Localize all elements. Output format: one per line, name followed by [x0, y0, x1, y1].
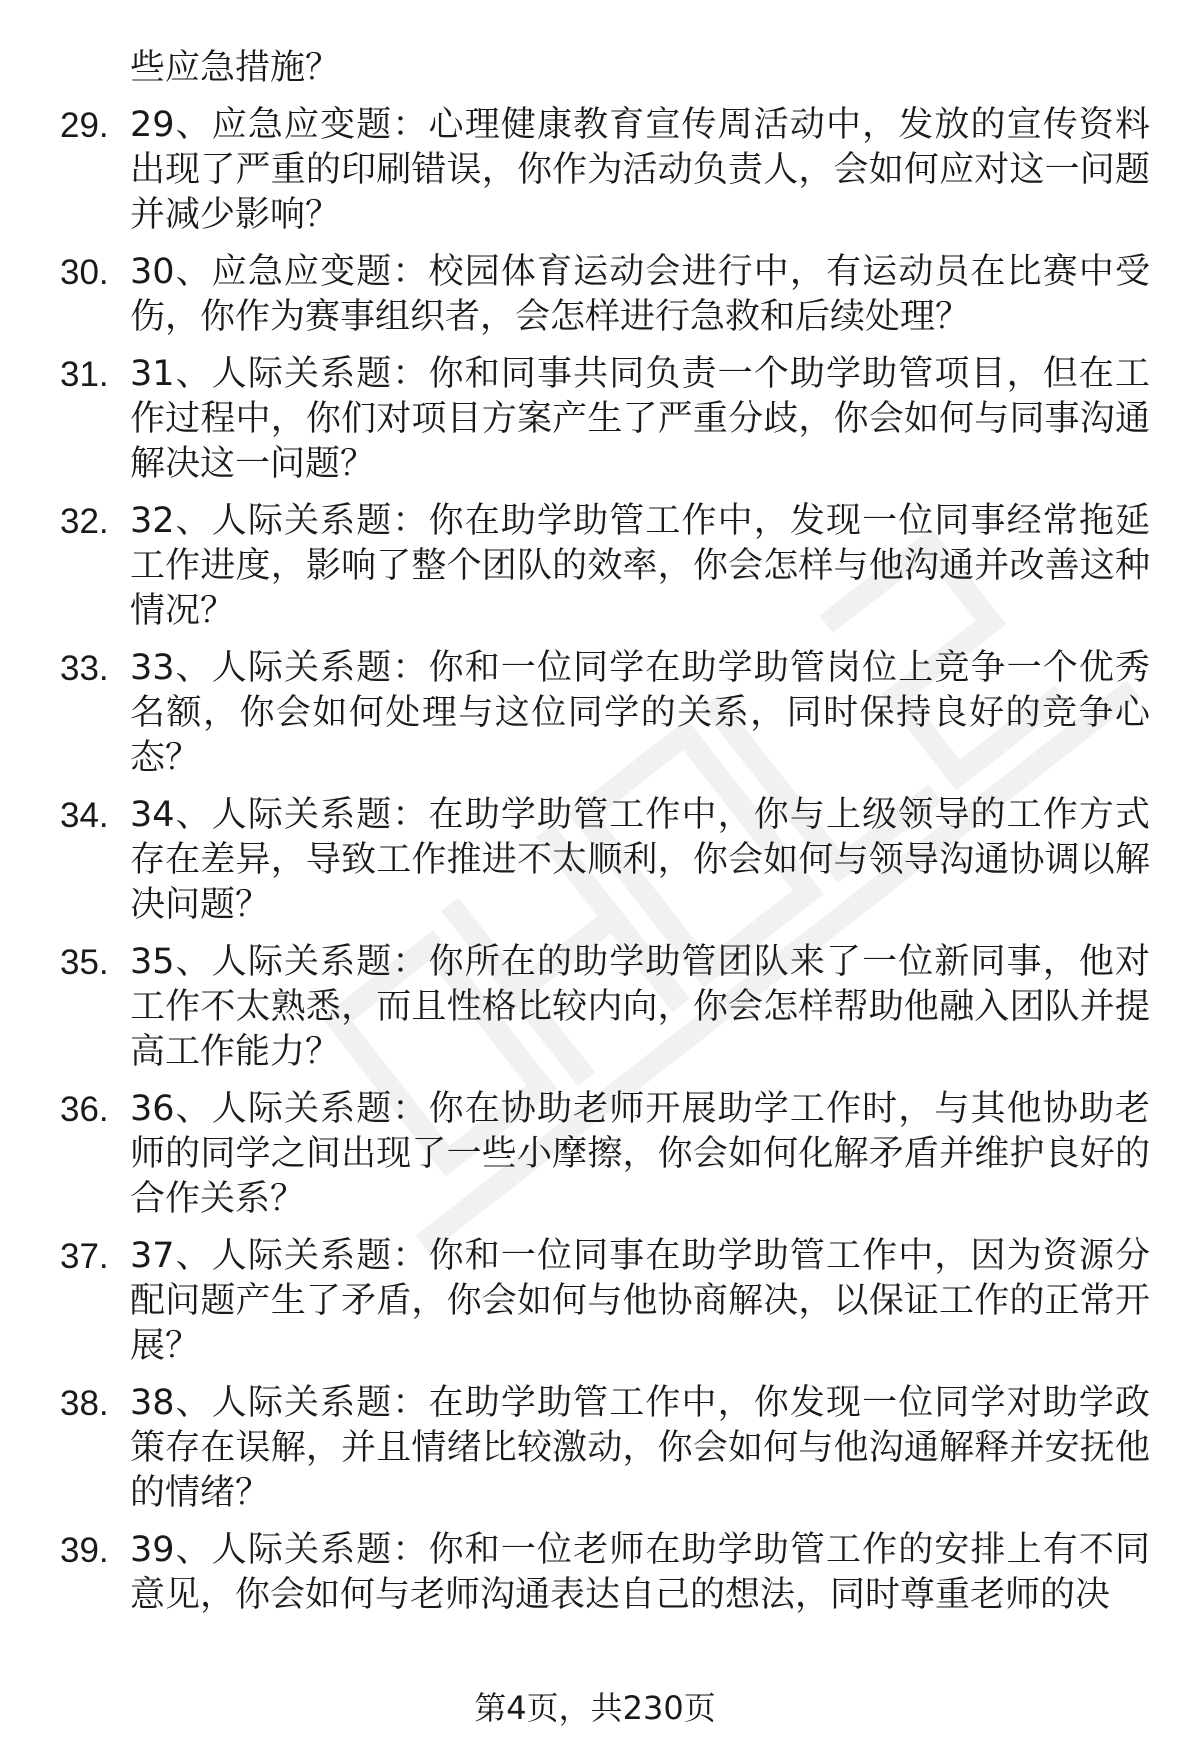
item-number: 32. — [60, 502, 109, 541]
item-number: 35. — [60, 943, 109, 982]
item-number: 34. — [60, 796, 109, 835]
item-text: 37、人际关系题：你和一位同事在助学助管工作中，因为资源分配问题产生了矛盾，你会如何与他协商解决，以保证工作的正常开展？ — [130, 1236, 1150, 1366]
question-list — [60, 46, 1160, 1630]
item-number: 29. — [60, 106, 109, 145]
list-item — [60, 1087, 1160, 1222]
item-text: 36、人际关系题：你在协助老师开展助学工作时，与其他协助老师的同学之间出现了一些小摩擦，你会如何化解矛盾并维护良好的合作关系？ — [130, 1089, 1150, 1219]
item-number: 33. — [60, 649, 109, 688]
item-number: 39. — [60, 1531, 109, 1570]
list-item — [60, 1381, 1160, 1516]
item-text: 38、人际关系题：在助学助管工作中，你发现一位同学对助学政策存在误解，并且情绪比较激动，你会如何与他沟通解释并安抚他的情绪？ — [130, 1383, 1150, 1513]
list-item — [60, 793, 1160, 928]
item-number: 37. — [60, 1237, 109, 1276]
item-number: 31. — [60, 355, 109, 394]
continuation-text: 些应急措施？ — [130, 48, 341, 88]
item-text: 30、应急应变题：校园体育运动会进行中，有运动员在比赛中受伤，你作为赛事组织者，会怎样进行急救和后续处理？ — [130, 252, 1150, 337]
item-number: 36. — [60, 1090, 109, 1129]
item-number: 30. — [60, 253, 109, 292]
item-number: 38. — [60, 1384, 109, 1423]
list-item — [60, 1234, 1160, 1369]
item-text: 29、应急应变题：心理健康教育宣传周活动中，发放的宣传资料出现了严重的印刷错误，你作为活动负责人，会如何应对这一问题并减少影响？ — [130, 105, 1150, 235]
list-item — [60, 940, 1160, 1075]
item-text: 32、人际关系题：你在助学助管工作中，发现一位同事经常拖延工作进度，影响了整个团队的效率，你会怎样与他沟通并改善这种情况？ — [130, 501, 1150, 631]
item-text: 31、人际关系题：你和同事共同负责一个助学助管项目，但在工作过程中，你们对项目方案产生了严重分歧，你会如何与同事沟通解决这一问题？ — [130, 354, 1150, 484]
list-item — [60, 646, 1160, 781]
list-item — [60, 499, 1160, 634]
list-item — [60, 250, 1160, 340]
item-text: 39、人际关系题：你和一位老师在助学助管工作的安排上有不同意见，你会如何与老师沟通表达自己的想法，同时尊重老师的决 — [130, 1530, 1150, 1615]
item-text: 33、人际关系题：你和一位同学在助学助管岗位上竞争一个优秀名额，你会如何处理与这位同学的关系，同时保持良好的竞争心态？ — [130, 648, 1150, 778]
item-text: 34、人际关系题：在助学助管工作中，你与上级领导的工作方式存在差异，导致工作推进不太顺利，你会如何与领导沟通协调以解决问题？ — [130, 795, 1150, 925]
list-item — [60, 103, 1160, 238]
item-text: 35、人际关系题：你所在的助学助管团队来了一位新同事，他对工作不太熟悉，而且性格比较内向，你会怎样帮助他融入团队并提高工作能力？ — [130, 942, 1150, 1072]
list-item — [60, 352, 1160, 487]
page-footer: 第4页，共230页 — [474, 1689, 716, 1727]
list-item — [60, 1528, 1160, 1618]
